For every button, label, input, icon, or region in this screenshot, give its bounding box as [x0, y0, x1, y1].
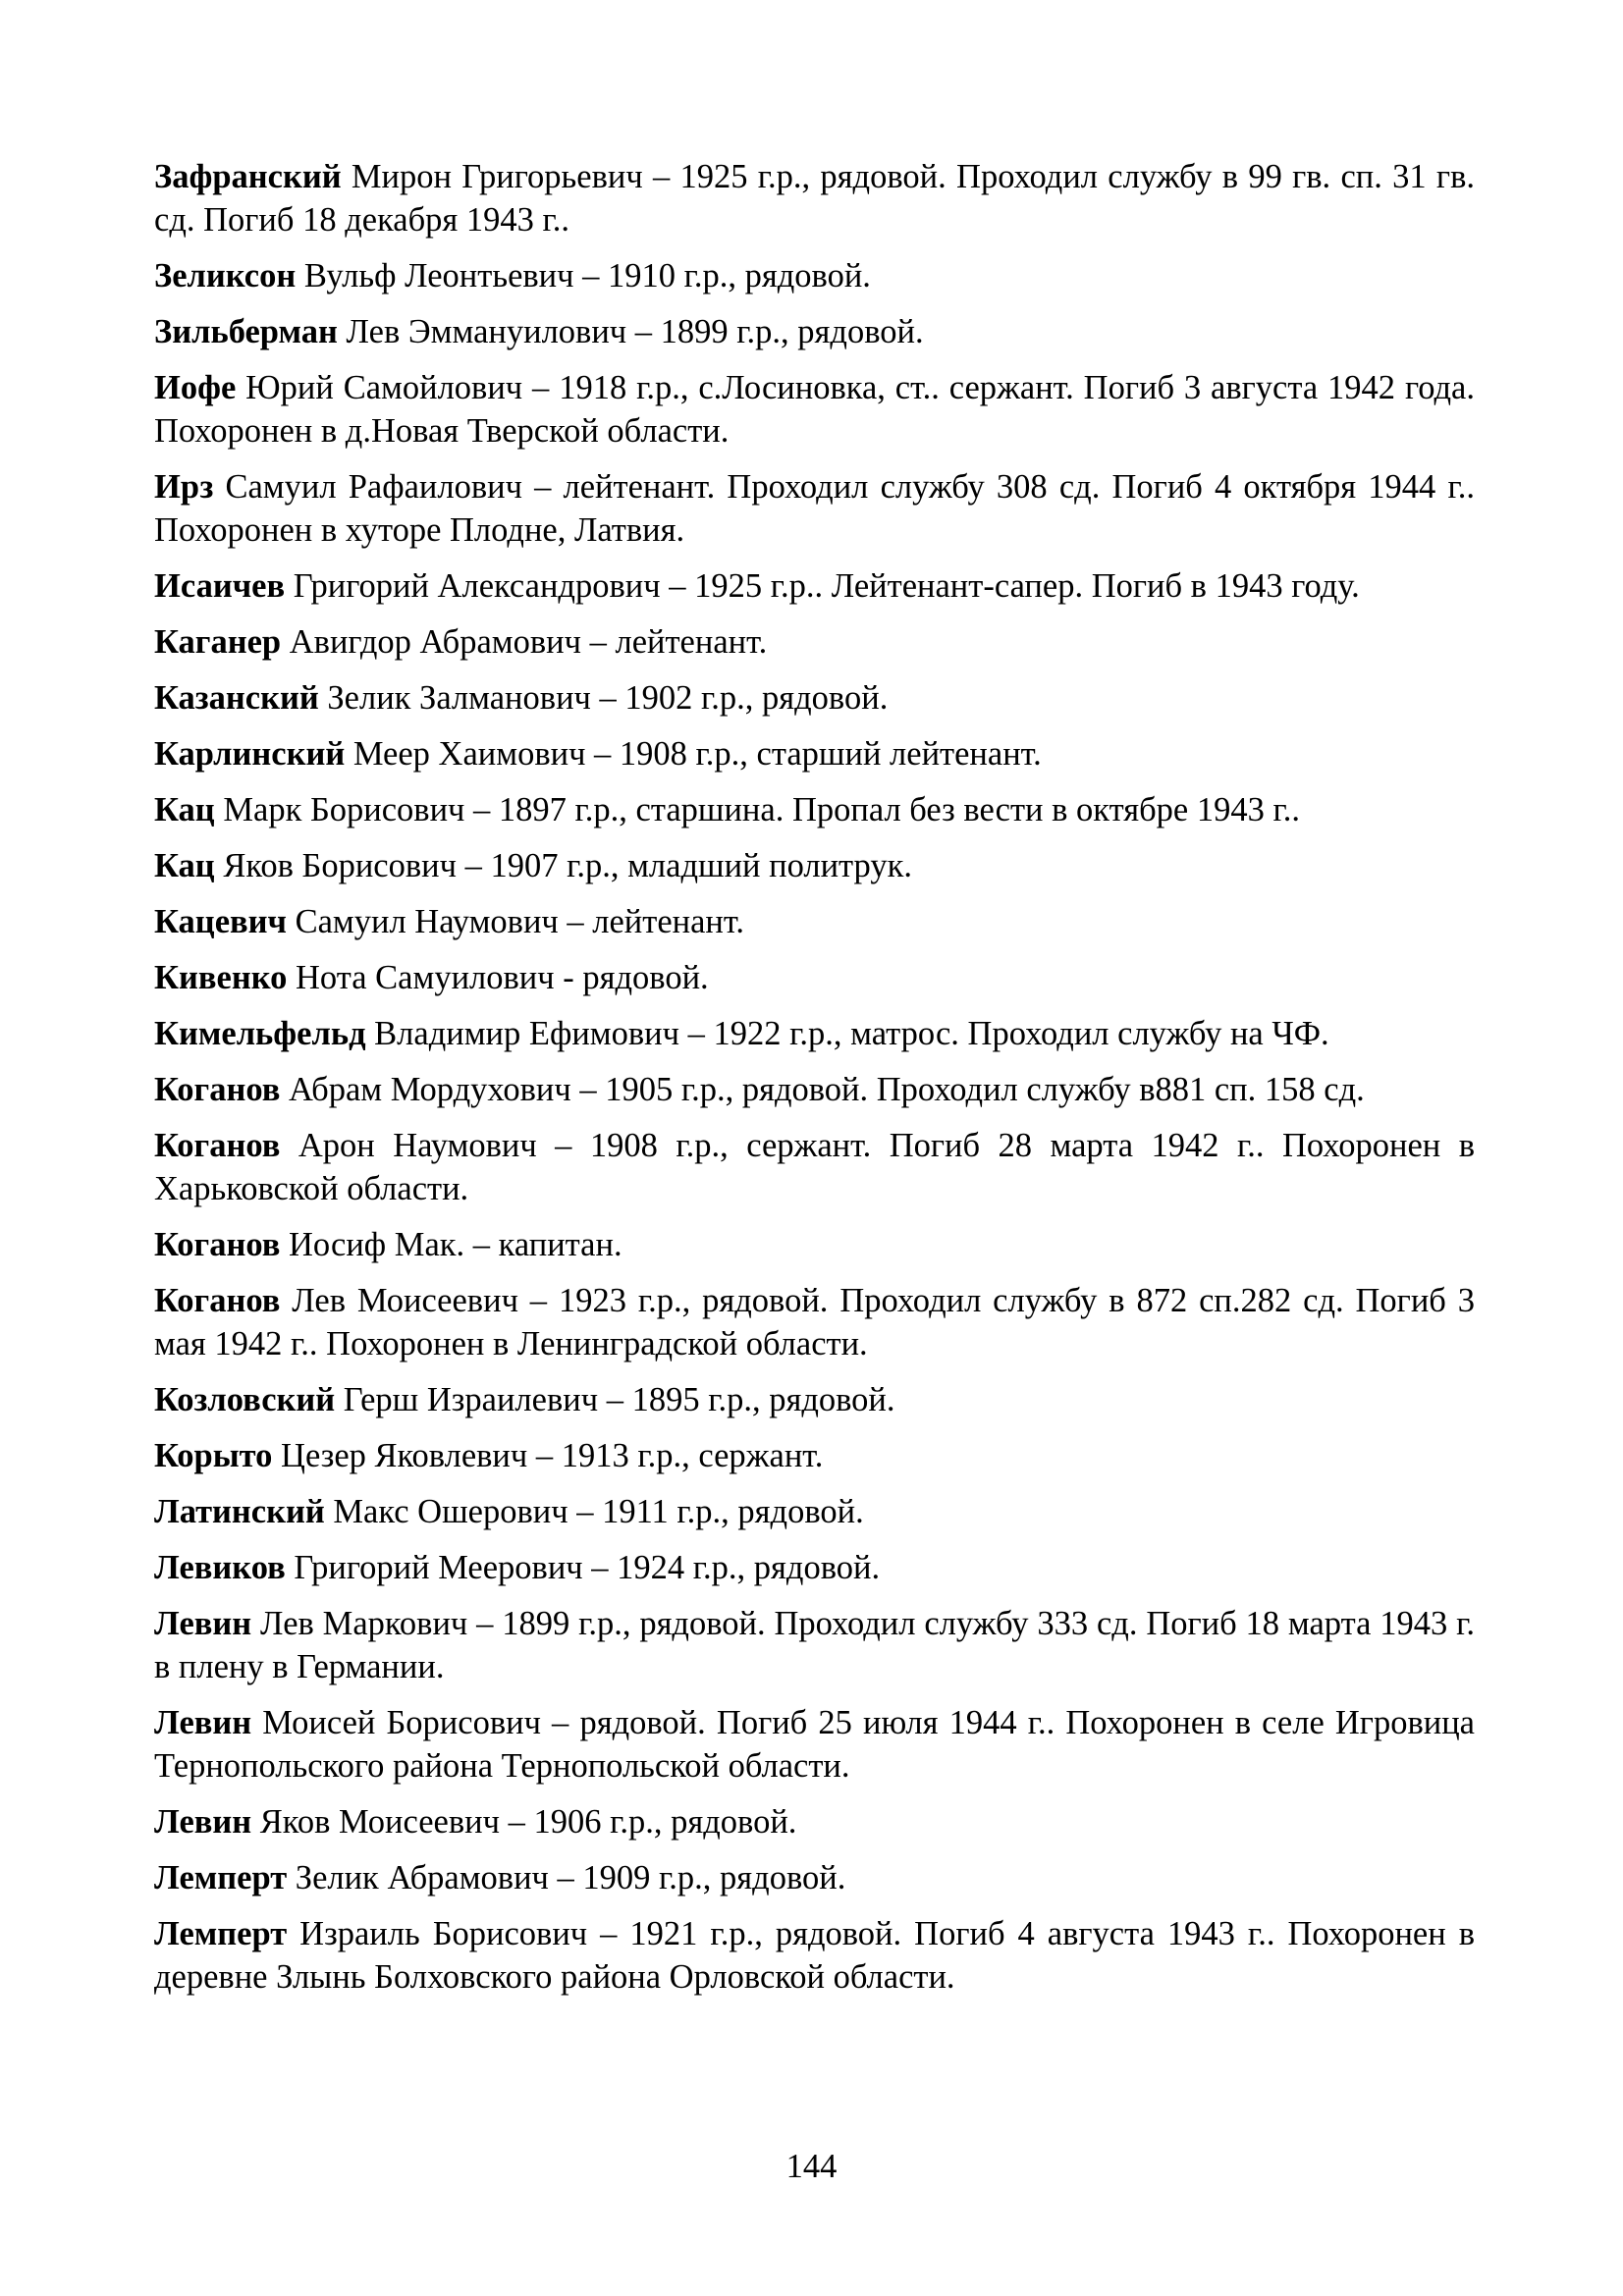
entry-surname: Зафранский	[154, 158, 342, 195]
entry-details: Герш Израилевич – 1895 г.р., рядовой.	[335, 1381, 895, 1418]
entry	[154, 676, 1475, 720]
entry-surname: Левиков	[154, 1549, 286, 1586]
entry-details: Израиль Борисович – 1921 г.р., рядовой. Погиб 4 августа 1943 г.. Похоронен в деревне Злынь Болховского района Орловской области.	[154, 1915, 1475, 1996]
entry-surname: Левин	[154, 1704, 252, 1741]
entry-surname: Лемперт	[154, 1859, 288, 1896]
entry	[154, 1701, 1475, 1788]
entry	[154, 956, 1475, 999]
entry-surname: Ирз	[154, 468, 214, 506]
entry-details: Зелик Абрамович – 1909 г.р., рядовой.	[287, 1859, 846, 1896]
entry-details: Авигдор Абрамович – лейтенант.	[281, 623, 768, 661]
entry-surname: Кивенко	[154, 959, 288, 996]
entry	[154, 366, 1475, 453]
entry	[154, 1434, 1475, 1477]
entry-surname: Козловский	[154, 1381, 336, 1418]
entry-details: Григорий Александрович – 1925 г.р.. Лейтенант-сапер. Погиб в 1943 году.	[285, 567, 1360, 605]
entry	[154, 254, 1475, 297]
entry-details: Юрий Самойлович – 1918 г.р., с.Лосиновка, ст.. сержант. Погиб 3 августа 1942 года. Похоронен в д.Новая Тверской области.	[154, 369, 1475, 450]
entry-details: Вульф Леонтьевич – 1910 г.р., рядовой.	[296, 257, 871, 294]
entry-details: Иосиф Мак. – капитан.	[280, 1226, 622, 1263]
entry-details: Лев Моисеевич – 1923 г.р., рядовой. Проходил службу в 872 сп.282 сд. Погиб 3 мая 1942 г.. Похоронен в Ленинградской области.	[154, 1282, 1475, 1362]
entry-surname: Кац	[154, 791, 215, 828]
entry-details: Зелик Залманович – 1902 г.р., рядовой.	[318, 679, 889, 717]
entry	[154, 310, 1475, 353]
entry-details: Нота Самуилович - рядовой.	[287, 959, 709, 996]
entry-surname: Кац	[154, 847, 215, 884]
entry-surname: Лемперт	[154, 1915, 288, 1952]
entry	[154, 1602, 1475, 1688]
entry	[154, 1378, 1475, 1421]
entry-details: Григорий Меерович – 1924 г.р., рядовой.	[285, 1549, 881, 1586]
entry	[154, 1012, 1475, 1055]
entry-details: Меер Хаимович – 1908 г.р., старший лейтенант.	[345, 735, 1042, 773]
page-number: 144	[785, 2148, 838, 2185]
entry	[154, 1490, 1475, 1533]
entry-list	[154, 155, 1475, 1999]
entry-surname: Иофе	[154, 369, 237, 406]
entry	[154, 1800, 1475, 1843]
entry-details: Лев Эммануилович – 1899 г.р., рядовой.	[337, 313, 924, 350]
entry-details: Владимир Ефимович – 1922 г.р., матрос. Проходил службу на ЧФ.	[365, 1015, 1329, 1052]
entry-surname: Каганер	[154, 623, 282, 661]
entry-details: Марк Борисович – 1897 г.р., старшина. Пропал без вести в октябре 1943 г..	[214, 791, 1300, 828]
entry-surname: Карлинский	[154, 735, 346, 773]
entry	[154, 732, 1475, 775]
entry	[154, 620, 1475, 664]
entry-details: Яков Моисеевич – 1906 г.р., рядовой.	[251, 1803, 797, 1841]
entry	[154, 1912, 1475, 1999]
entry-surname: Зеликсон	[154, 257, 297, 294]
entry-details: Моисей Борисович – рядовой. Погиб 25 июля 1944 г.. Похоронен в селе Игровица Тернопольского района Тернопольской области.	[154, 1704, 1475, 1785]
entry-details: Арон Наумович – 1908 г.р., сержант. Погиб 28 марта 1942 г.. Похоронен в Харьковской области.	[154, 1127, 1475, 1207]
entry-surname: Кацевич	[154, 903, 287, 940]
entry-surname: Левин	[154, 1803, 252, 1841]
entry-surname: Коганов	[154, 1282, 281, 1319]
entry-surname: Кимельфельд	[154, 1015, 366, 1052]
entry-details: Лев Маркович – 1899 г.р., рядовой. Проходил службу 333 сд. Погиб 18 марта 1943 г. в плену в Германии.	[154, 1605, 1475, 1685]
entry-surname: Коганов	[154, 1071, 281, 1108]
entry	[154, 1279, 1475, 1365]
entry	[154, 788, 1475, 831]
entry-surname: Коганов	[154, 1127, 281, 1164]
entry-surname: Казанский	[154, 679, 319, 717]
entry	[154, 1068, 1475, 1111]
entry	[154, 1124, 1475, 1210]
entry-details: Мирон Григорьевич – 1925 г.р., рядовой. Проходил службу в 99 гв. сп. 31 гв. сд. Погиб 18 декабря 1943 г..	[154, 158, 1475, 239]
entry-surname: Коганов	[154, 1226, 281, 1263]
entry	[154, 844, 1475, 887]
entry-surname: Латинский	[154, 1493, 325, 1530]
entry	[154, 1856, 1475, 1899]
entry	[154, 900, 1475, 943]
entry	[154, 1546, 1475, 1589]
entry-surname: Зильберман	[154, 313, 338, 350]
entry	[154, 465, 1475, 552]
entry-details: Абрам Мордухович – 1905 г.р., рядовой. Проходил службу в881 сп. 158 сд.	[280, 1071, 1365, 1108]
document-page	[154, 155, 1475, 2011]
entry-details: Макс Ошерович – 1911 г.р., рядовой.	[324, 1493, 864, 1530]
entry-details: Цезер Яковлевич – 1913 г.р., сержант.	[272, 1437, 824, 1474]
entry-details: Яков Борисович – 1907 г.р., младший политрук.	[214, 847, 912, 884]
entry	[154, 564, 1475, 608]
entry-details: Самуил Наумович – лейтенант.	[286, 903, 744, 940]
entry-surname: Левин	[154, 1605, 252, 1642]
entry	[154, 1223, 1475, 1266]
entry-surname: Корыто	[154, 1437, 273, 1474]
entry-details: Самуил Рафаилович – лейтенант. Проходил службу 308 сд. Погиб 4 октября 1944 г.. Похоронен в хуторе Плодне, Латвия.	[154, 468, 1475, 549]
entry	[154, 155, 1475, 241]
entry-surname: Исаичев	[154, 567, 286, 605]
